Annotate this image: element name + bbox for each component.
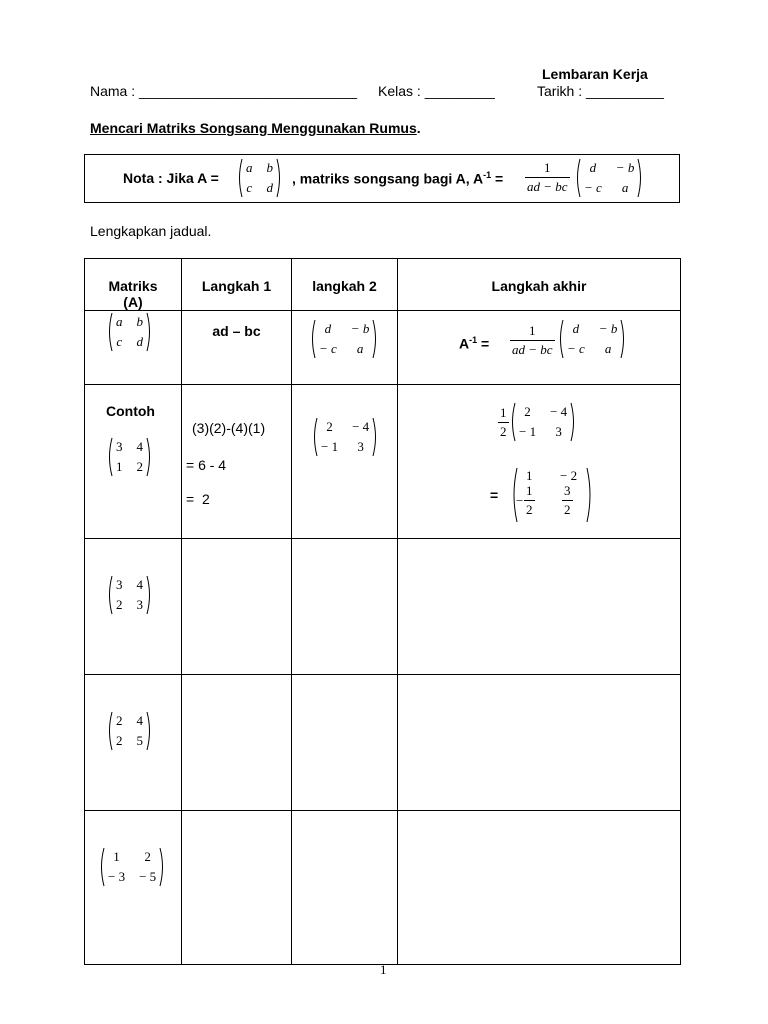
exercise-row-3: [85, 811, 681, 965]
matrix-cell-21: − 3: [108, 869, 126, 884]
example-final-den: 2: [500, 424, 507, 439]
matrix-cell-11: 2: [116, 713, 123, 728]
matrix-cell-22: 3: [136, 597, 143, 612]
matrix-cell-12: − b: [615, 160, 635, 175]
note-frac-num: 1: [544, 160, 551, 175]
exercise-3-matrix: [99, 847, 165, 887]
matrix-cell-12: 4: [136, 439, 143, 454]
matrix-cell-12: − 4: [550, 404, 568, 419]
class-field-label: Kelas : _________: [378, 83, 495, 99]
matrix-cell-12: 4: [136, 577, 143, 592]
matrix-cell-12: − b: [350, 321, 370, 336]
formula-step1-cell: [182, 311, 292, 385]
exercise-3-matrix-cell: [85, 811, 182, 965]
formula-final-matrix: [558, 319, 626, 359]
matrix-cell-21: 2: [116, 733, 123, 748]
matrix-grid: [243, 160, 276, 196]
date-field-label: Tarikh : __________: [537, 83, 664, 99]
exercise-2-final[interactable]: [398, 675, 681, 811]
formula-final-num: 1: [529, 323, 536, 338]
right-bracket: [159, 847, 165, 887]
matrix-cell-22: a: [604, 341, 612, 356]
matrix-grid: [316, 321, 372, 357]
heading-dot: .: [416, 120, 421, 136]
example-final-fraction: [498, 405, 509, 440]
formula-final-den: ad − bc: [512, 342, 553, 357]
result-cell-21-den: 2: [526, 502, 533, 517]
example-step1-cell: [182, 385, 292, 539]
example-step1-line1: (3)(2)-(4)(1): [192, 420, 266, 436]
page-number: 1: [380, 962, 387, 977]
right-bracket: [620, 319, 626, 359]
exercise-2-matrix: [107, 711, 152, 751]
header-langkah-akhir: [398, 259, 681, 311]
matrix-grid: [105, 849, 159, 885]
name-field-label: Nama : ____________________________: [90, 83, 358, 99]
right-bracket: [146, 575, 152, 615]
matrix-grid: [318, 419, 372, 455]
matrix-cell-11: 3: [116, 577, 123, 592]
header-langkah1: [182, 259, 292, 311]
matrix-cell-21: − c: [567, 341, 585, 356]
matrix-grid: [581, 160, 637, 196]
formula-final-sup: -1: [469, 335, 478, 345]
matrix-cell-21: − 1: [321, 439, 339, 454]
right-bracket: [372, 417, 378, 457]
exercise-1-matrix-cell: [85, 539, 182, 675]
matrix-cell-11: 2: [326, 419, 333, 434]
header-matriks: [85, 259, 182, 349]
exercise-2-step2[interactable]: [292, 675, 398, 811]
result-cell-21: [524, 483, 535, 518]
matrix-cell-22: d: [266, 180, 273, 195]
formula-final-prefix: A: [459, 335, 470, 352]
matrix-cell-21: − c: [319, 341, 337, 356]
matrix-grid: [113, 713, 146, 749]
matrix-cell-21: − c: [584, 180, 602, 195]
example-final-matrix: [510, 402, 576, 442]
header-matriks-label: Matriks: [108, 278, 158, 294]
example-matrix-cell: [85, 385, 182, 539]
instruction: Lengkapkan jadual.: [90, 223, 212, 239]
formula-row: [85, 311, 681, 385]
header-langkah2-label: langkah 2: [312, 278, 377, 294]
right-bracket: [146, 711, 152, 751]
matrix-cell-12: 4: [136, 713, 143, 728]
note-prefix: Nota : Jika A =: [123, 170, 219, 186]
exercise-row-2: [85, 675, 681, 811]
matrix-cell-11: a: [116, 314, 123, 329]
exercise-1-step1[interactable]: [182, 539, 292, 675]
matrix-cell-11: 3: [116, 439, 123, 454]
matrix-grid: [516, 404, 570, 440]
exercise-3-final[interactable]: [398, 811, 681, 965]
example-row: [85, 385, 681, 539]
formula-step2-matrix: [310, 319, 378, 359]
note-box: [84, 154, 680, 203]
matrix-cell-11: d: [589, 160, 597, 175]
matrix-cell-22: 2: [136, 459, 143, 474]
right-bracket: [570, 402, 576, 442]
matrix-cell-11: 2: [524, 404, 531, 419]
matrix-cell-22: a: [621, 180, 629, 195]
matrix-cell-12: − 4: [352, 419, 370, 434]
matrix-cell-21: − 1: [519, 424, 537, 439]
result-cell-22-den: 2: [564, 502, 571, 517]
note-sup: -1: [483, 170, 492, 180]
result-minus-sign: −: [516, 493, 524, 508]
worksheet-heading: [90, 120, 421, 138]
matrix-cell-11: d: [324, 321, 332, 336]
matrix-cell-11: d: [572, 321, 580, 336]
header-langkah2: [292, 259, 398, 311]
header-langkah-akhir-label: Langkah akhir: [491, 278, 587, 294]
matrix-cell-21: 2: [116, 597, 123, 612]
exercise-1-matrix: [107, 575, 152, 615]
formula-final-cell: [398, 311, 681, 385]
note-matrix-a: [237, 158, 282, 198]
formula-step1: ad – bc: [212, 323, 261, 339]
matrix-cell-21: c: [116, 334, 123, 349]
matrix-cell-22: − 5: [139, 869, 157, 884]
note-middle: [292, 170, 503, 187]
example-final-cell: [398, 385, 681, 539]
right-bracket: [276, 158, 282, 198]
example-step2-cell: [292, 385, 398, 539]
example-matrix: [107, 437, 152, 477]
matrix-cell-22: 3: [555, 424, 562, 439]
formula-step2-cell: [292, 311, 398, 385]
worksheet-title: Lembaran Kerja: [542, 66, 648, 82]
matrix-cell-11: 1: [113, 849, 120, 864]
note-fraction: [525, 160, 570, 195]
note-frac-den: ad − bc: [527, 179, 568, 194]
example-step1-line2: = 6 - 4: [186, 457, 227, 473]
matrix-grid: [113, 577, 146, 613]
example-result-matrix: [510, 467, 594, 523]
example-step2-matrix: [312, 417, 378, 457]
matrix-cell-22: 5: [136, 733, 143, 748]
matrix-cell-12: b: [136, 314, 143, 329]
exercise-3-step2[interactable]: [292, 811, 398, 965]
exercise-2-matrix-cell: [85, 675, 182, 811]
matrix-cell-22: 3: [357, 439, 364, 454]
right-bracket: [372, 319, 378, 359]
matrix-cell-12: b: [266, 160, 273, 175]
matrix-cell-22: d: [136, 334, 143, 349]
matrix-cell-22: a: [356, 341, 364, 356]
matrix-cell-12: − b: [598, 321, 618, 336]
right-bracket: [146, 437, 152, 477]
header-langkah1-label: Langkah 1: [201, 278, 272, 294]
note-matrix-adj: [575, 158, 643, 198]
example-label: Contoh: [106, 403, 155, 419]
table-header-row: [85, 259, 681, 311]
header-matriks-a: (A): [123, 294, 143, 310]
note-middle-text: , matriks songsang bagi A, A: [292, 170, 484, 187]
right-bracket: [586, 467, 594, 523]
example-result-eq: =: [490, 487, 499, 503]
formula-final-eq: =: [477, 335, 490, 352]
matrix-cell-21: 1: [116, 459, 123, 474]
matrix-cell-11: a: [246, 160, 253, 175]
exercise-1-step2[interactable]: [292, 539, 398, 675]
result-cell-12: − 2: [560, 468, 578, 483]
result-cell-22-num: 3: [564, 483, 571, 498]
example-step1-line3: = 2: [186, 491, 210, 507]
result-cell-21-num: 1: [526, 483, 533, 498]
matrix-cell-12: 2: [144, 849, 151, 864]
heading-text: Mencari Matriks Songsang Menggunakan Rumus: [90, 120, 417, 136]
matrix-grid: [113, 439, 146, 475]
right-bracket: [637, 158, 643, 198]
exercise-1-final[interactable]: [398, 539, 681, 675]
exercise-row-1: [85, 539, 681, 675]
exercise-2-step1[interactable]: [182, 675, 292, 811]
example-final-num: 1: [500, 405, 507, 420]
note-eq: =: [491, 170, 504, 187]
matrix-cell-21: c: [246, 180, 253, 195]
formula-matrix-cell: [85, 311, 182, 385]
formula-final-label: [459, 335, 489, 352]
worksheet-table: [84, 258, 681, 965]
result-cell-11: 1: [526, 468, 533, 483]
exercise-3-step1[interactable]: [182, 811, 292, 965]
matrix-grid: [564, 321, 620, 357]
result-cell-22: [562, 483, 573, 518]
formula-final-fraction: [510, 323, 555, 358]
